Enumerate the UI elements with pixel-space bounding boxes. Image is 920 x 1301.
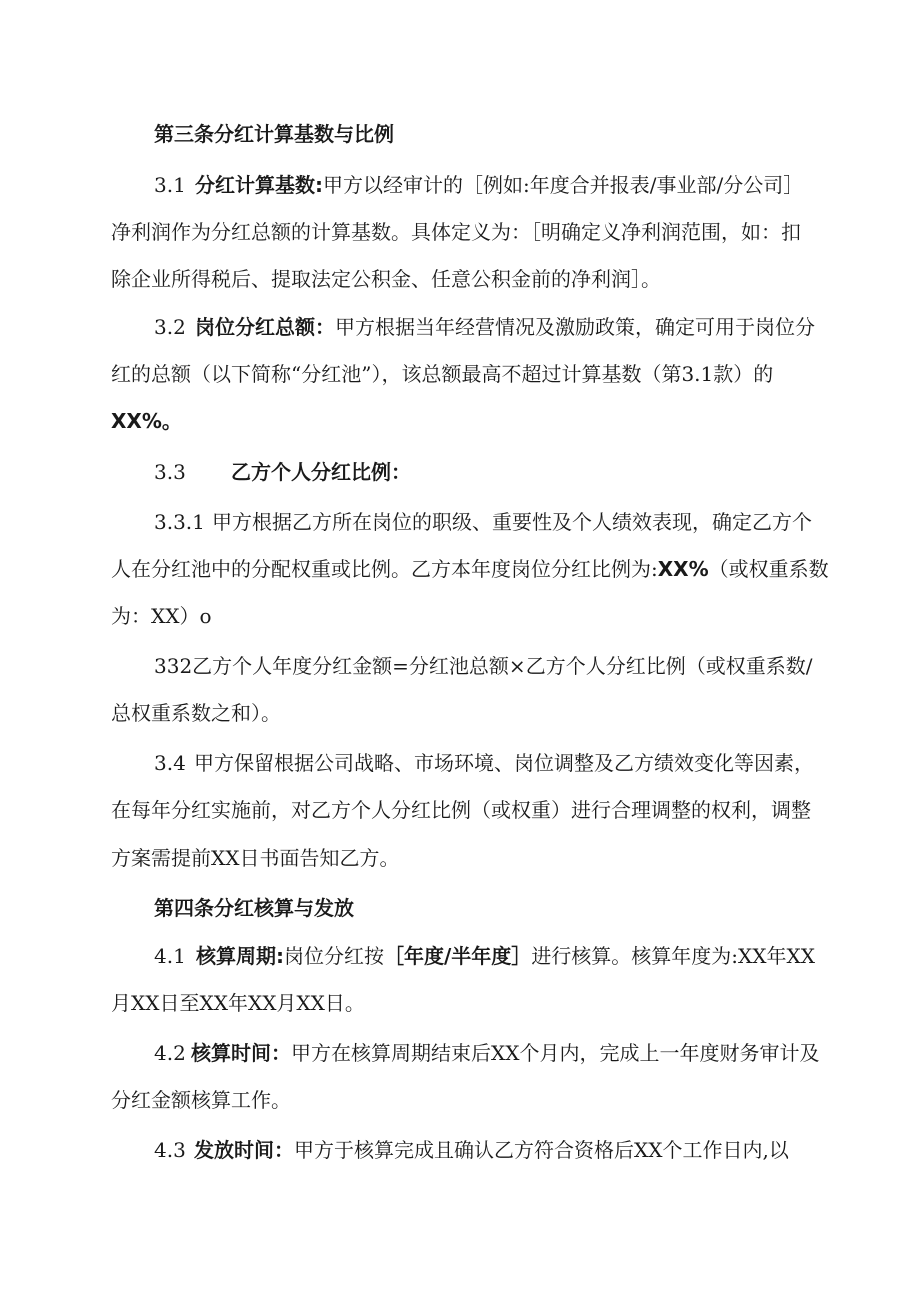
clause-3-3-1-line-2 xyxy=(111,557,829,581)
clause-3-1-line-1 xyxy=(154,173,803,197)
clause-4-2-line-1 xyxy=(154,1041,819,1065)
clause-3-3 xyxy=(154,460,411,484)
clause-number: 3.3 xyxy=(154,460,186,484)
clause-label: 乙方个人分红比例： xyxy=(231,460,411,484)
clause-3-2-line-1 xyxy=(154,315,815,339)
clause-number: 3.3.1 xyxy=(154,510,205,534)
clause-text: 甲方以经审计的［例如:年度合并报表/事业部/分公司］ xyxy=(323,173,804,197)
clause-4-1-line-2: 月XX日至XX年XX月XX日。 xyxy=(111,991,365,1015)
clause-text-tail: 进行核算。核算年度为:XX年XX xyxy=(531,944,816,968)
clause-number: 4.2 xyxy=(154,1041,186,1065)
clause-3-3-2-line-1: 332乙方个人年度分红金额=分红池总额×乙方个人分红比例（或权重系数/ xyxy=(154,654,813,678)
clause-3-3-1-line-1 xyxy=(154,510,812,534)
clause-label: 核算时间： xyxy=(191,1041,291,1065)
clause-number: 3.4 xyxy=(154,751,186,775)
clause-text: 人在分红池中的分配权重或比例。乙方本年度岗位分红比例为: xyxy=(111,557,658,581)
clause-4-2-line-2: 分红金额核算工作。 xyxy=(111,1088,291,1112)
clause-3-1-line-2: 净利润作为分红总额的计算基数。具体定义为：［明确定义净利润范围，如：扣 xyxy=(111,220,801,244)
period-option: ［年度/半年度］ xyxy=(384,944,532,968)
article-3-heading: 第三条分红计算基数与比例 xyxy=(154,122,394,146)
clause-3-2-line-2: 红的总额（以下简称“分红池”），该总额最高不超过计算基数（第3.1款）的 xyxy=(111,362,774,386)
clause-4-1-line-1 xyxy=(154,944,815,968)
clause-number: 4.1 xyxy=(154,944,186,968)
clause-3-4-line-2: 在每年分红实施前，对乙方个人分红比例（或权重）进行合理调整的权利，调整 xyxy=(111,798,811,822)
clause-label: 岗位分红总额： xyxy=(195,315,335,339)
clause-text-tail: （或权重系数 xyxy=(708,557,829,581)
clause-3-2-line-3: XX%。 xyxy=(111,409,182,433)
clause-text: 甲方保留根据公司战略、市场环境、岗位调整及乙方绩效变化等因素， xyxy=(194,751,814,775)
clause-3-3-2-line-2: 总权重系数之和）。 xyxy=(111,701,281,725)
clause-3-4-line-1 xyxy=(154,751,814,775)
clause-label: 核算周期: xyxy=(196,944,284,968)
clause-text: 甲方在核算周期结束后XX个月内，完成上一年度财务审计及 xyxy=(291,1041,820,1065)
clause-3-1-line-3: 除企业所得税后、提取法定公积金、任意公积金前的净利润］。 xyxy=(111,267,661,291)
clause-3-4-line-3: 方案需提前XX日书面告知乙方。 xyxy=(111,846,400,870)
clause-text: 甲方根据当年经营情况及激励政策，确定可用于岗位分 xyxy=(335,315,815,339)
clause-number: 3.2 xyxy=(154,315,186,339)
ratio-value: XX% xyxy=(657,557,709,581)
clause-4-3-line-1 xyxy=(154,1138,789,1162)
clause-text: 甲方根据乙方所在岗位的职级、重要性及个人绩效表现，确定乙方个 xyxy=(212,510,812,534)
clause-number: 3.1 xyxy=(154,173,186,197)
clause-number: 4.3 xyxy=(154,1138,186,1162)
clause-label: 发放时间： xyxy=(194,1138,294,1162)
clause-label: 分红计算基数: xyxy=(195,173,323,197)
clause-text: 岗位分红按 xyxy=(284,944,384,968)
clause-3-3-1-line-3: 为：XX）o xyxy=(111,604,212,628)
clause-text: 甲方于核算完成且确认乙方符合资格后XX个工作日内,以 xyxy=(294,1138,789,1162)
article-4-heading: 第四条分红核算与发放 xyxy=(154,896,354,920)
